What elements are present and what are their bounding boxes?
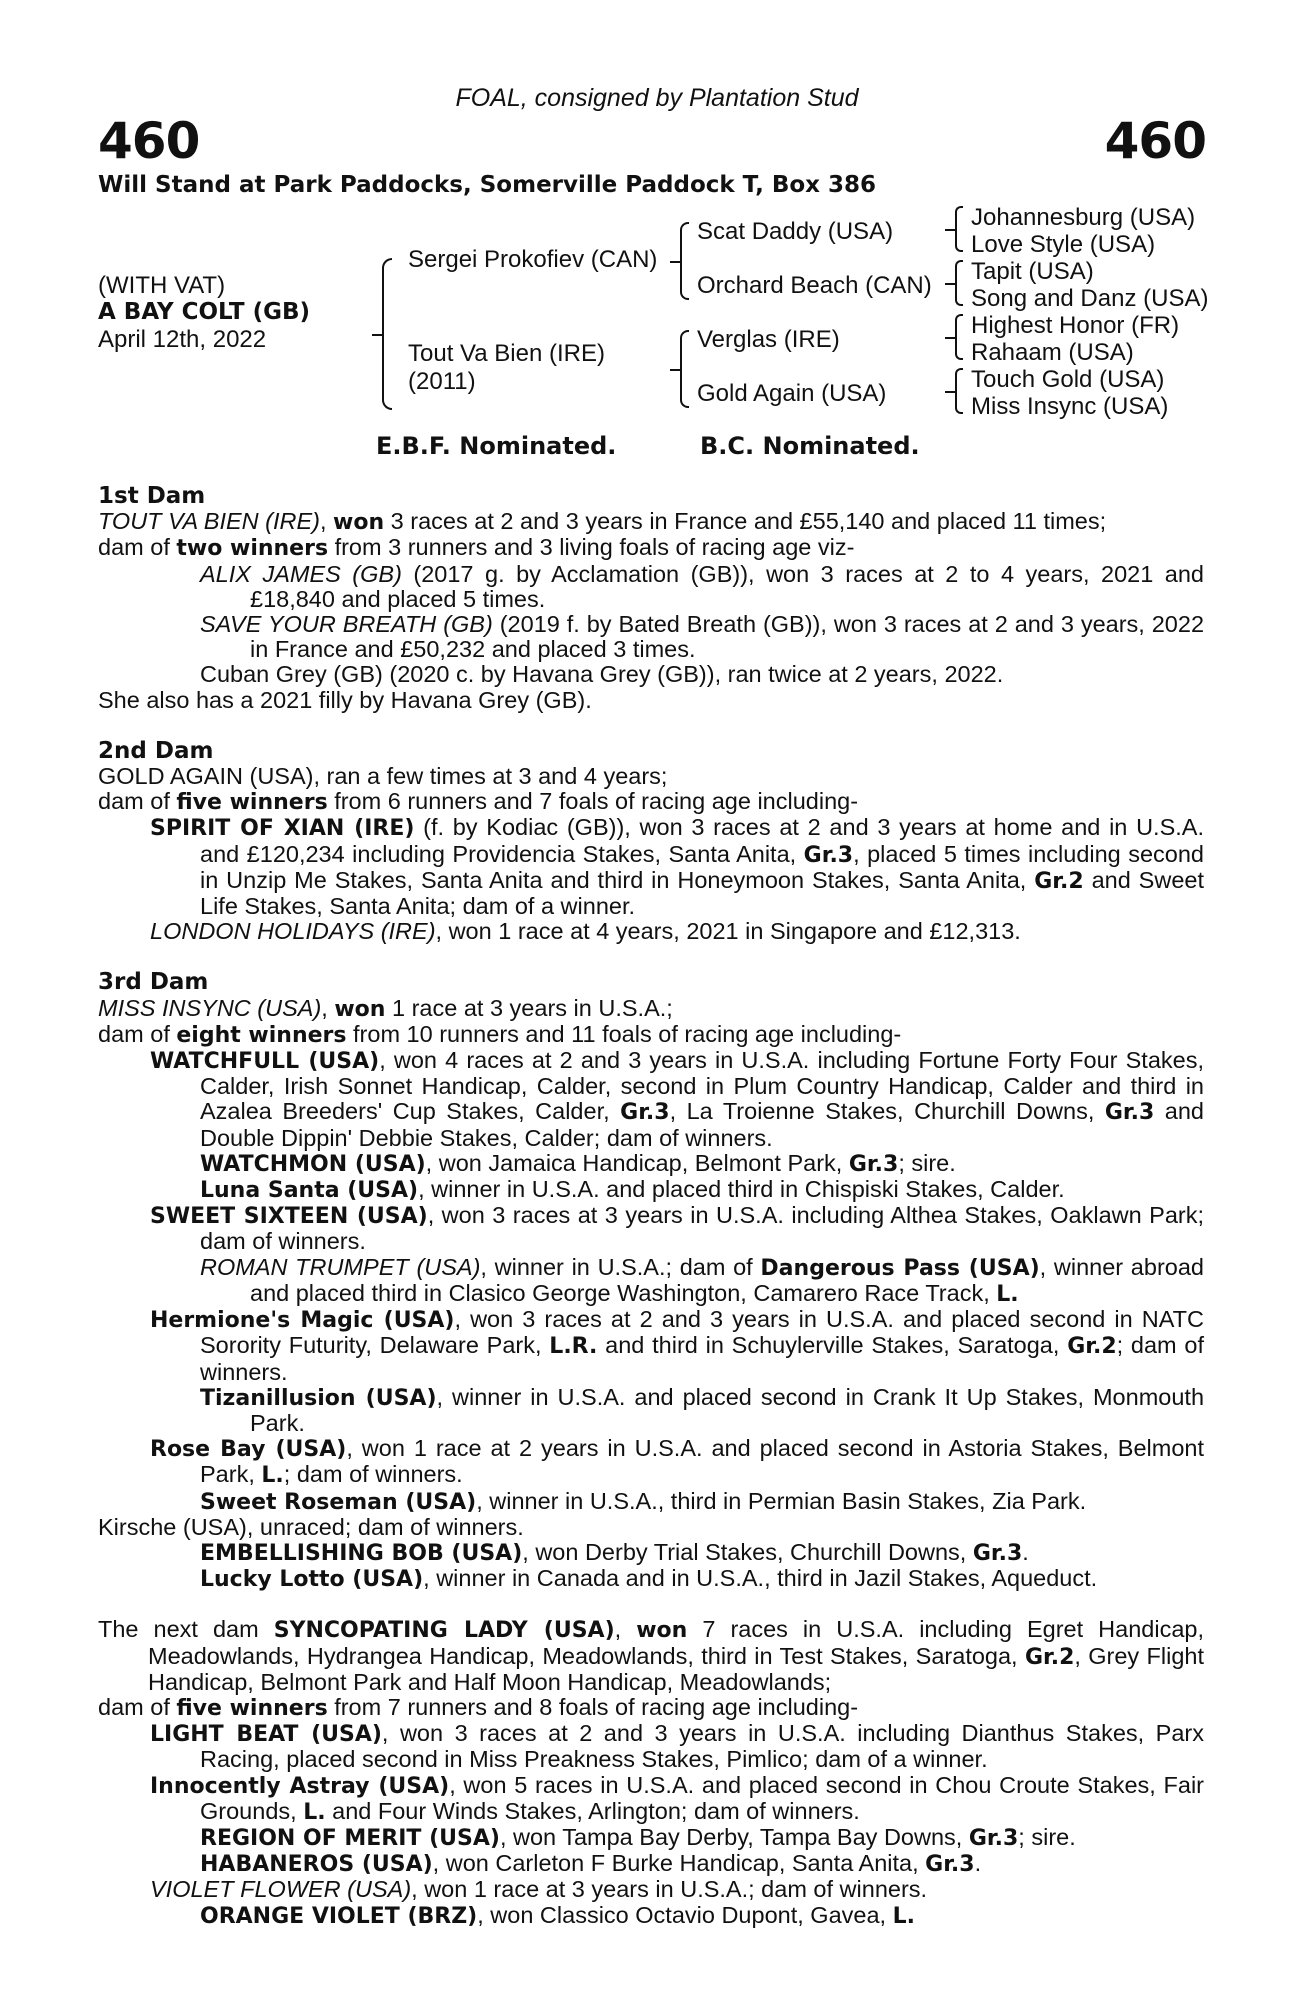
produce-record: , won Jamaica Handicap, Belmont Park, (425, 1149, 849, 1176)
produce-record: (2017 g. by Acclamation (GB)), won 3 races at 2 to 4 years, 2021 and £18,840 and placed 5 times. (250, 560, 1204, 612)
winners-count: eight winners (176, 1022, 347, 1048)
separator: , (321, 994, 335, 1021)
produce-record: (f. by Kodiac (GB)), won 3 races at 2 and 3 years at home and in U.S.A. and £120,234 including Providencia Stakes, Santa Anita, (200, 814, 1204, 867)
grade-label: Gr.2 (1067, 1334, 1117, 1360)
produce-record: ; dam of winners. (200, 1332, 1205, 1385)
produce-record: , won Derby Trial Stakes, Churchill Downs, (522, 1538, 973, 1565)
produce-record: , winner in U.S.A.; dam of (480, 1253, 761, 1280)
produce-record: and Double Dippin' Debbie Stakes, Calder; dam of winners. (200, 1098, 1204, 1151)
dam-record: , Grey Flight Handicap, Belmont Park and Half Moon Handicap, Meadowlands; (148, 1642, 1204, 1695)
produce-entry (98, 1773, 1204, 1825)
produce-name: ORANGE VIOLET (BRZ) (200, 1903, 478, 1929)
produce-record: ; dam of winners. (283, 1461, 463, 1488)
produce-record: , won 1 race at 3 years in U.S.A.; dam of winners. (411, 1876, 928, 1903)
section-heading: 1st Dam (98, 483, 206, 509)
produce-record: , won 3 races at 3 years in U.S.A. including Althea Stakes, Oaklawn Park; dam of winners. (200, 1202, 1204, 1255)
first-dam-section: 1st Dam TOUT VA BIEN (IRE), won 3 races at 2 and 3 years in France and £55,140 and placed 11 times; dam of two winners from 3 runners and 3 living foals of racing age viz- ALIX JAMES (GB) (2017 g. by Acclamation (GB)), won 3 races at 2 to 4 years, 2021 and £18,840 and placed 5 times. SAVE YOUR BREATH (GB) (2019 f. by Bated Breath (GB)), won 3 races at 2 and 3 years, 2022 in France and £50,232 and placed 3 times. Cuban Grey (GB) (2020 c. by Havana Grey (GB)), ran twice at 2 years, 2022. She also has a 2021 filly by Havana Grey (GB). (98, 483, 1205, 713)
winners-count: five winners (176, 790, 328, 816)
produce-record: , won 1 race at 4 years, 2021 in Singapore and £12,313. (435, 918, 1021, 945)
pedigree-ss-sire: Johannesburg (USA) (971, 204, 1196, 231)
grade-label: Gr.3 (803, 842, 854, 868)
pedigree-dam-sire: Verglas (IRE) (697, 326, 840, 353)
second-dam-section (98, 738, 1204, 945)
grade-label: Gr.3 (848, 1151, 899, 1177)
grade-label: Gr.2 (1024, 1644, 1075, 1670)
pedigree-brace-ss (955, 206, 963, 252)
produce-name: ROMAN TRUMPET (USA) (200, 1253, 481, 1280)
produce-name: Rose Bay (USA) (150, 1437, 347, 1463)
produce-name: Innocently Astray (USA) (150, 1773, 450, 1799)
dam-record: 3 races at 2 and 3 years in France and £55,140 and placed 11 times; (384, 508, 1107, 535)
pedigree-dam-dam: Gold Again (USA) (697, 380, 887, 407)
grandproduce-entry (98, 1825, 1204, 1851)
next-dam-section (98, 1617, 1204, 1928)
winners-count: five winners (176, 1695, 328, 1721)
produce-record: , won 4 races at 2 and 3 years in U.S.A. including Fortune Forty Four Stakes, Calder, Irish Sonnet Handicap, Calder, second in Plum Country Handicap, Calder and third in Azalea Breeders' Cup Stakes, Calder, (200, 1047, 1204, 1125)
produce-name: SAVE YOUR BREATH (GB) (200, 611, 493, 638)
produce-record: , placed 5 times including second in Unzip Me Stakes, Santa Anita and third in Honeymoon Stakes, Santa Anita, (200, 840, 1205, 893)
grade-label: Gr.3 (925, 1852, 975, 1878)
dam-name: TOUT VA BIEN (IRE) (98, 508, 320, 535)
produce-record: , won 3 races at 2 and 3 years in U.S.A. including Dianthus Stakes, Parx Racing, placed second in Miss Preakness Stakes, Pimlico; dam of a winner. (200, 1720, 1204, 1773)
produce-entry (98, 1877, 1204, 1902)
won-label: won (334, 996, 386, 1022)
produce-record: ; sire. (1018, 1823, 1076, 1850)
produce-record: , won 5 races in U.S.A. and placed second in Chou Croute Stakes, Fair Grounds, (200, 1771, 1204, 1824)
produce-name: Lucky Lotto (USA) (200, 1567, 424, 1593)
pedigree-brace-main (382, 258, 392, 410)
pedigree-brace-dd (955, 368, 963, 414)
dam-name: SYNCOPATING LADY (USA) (273, 1618, 615, 1644)
produce-name: VIOLET FLOWER (USA) (150, 1876, 412, 1903)
next-dam-record (98, 1617, 1204, 1695)
produce-name: SWEET SIXTEEN (USA) (150, 1204, 428, 1230)
grandproduce-entry (98, 1255, 1204, 1307)
vat-note: (WITH VAT) (98, 272, 226, 299)
produce-name: Hermione's Magic (USA) (150, 1308, 455, 1334)
produce-record: and Four Winds Stakes, Arlington; dam of winners. (325, 1797, 860, 1824)
produce-record: Cuban Grey (GB) (2020 c. by Havana Grey (GB)), ran twice at 2 years, 2022. (200, 661, 1004, 688)
pedigree-dam-year: (2011) (408, 368, 476, 395)
produce-record: , winner in U.S.A. and placed third in Chispiski Stakes, Calder. (418, 1176, 1065, 1203)
pedigree-sire-dam: Orchard Beach (CAN) (697, 272, 932, 299)
produce-name: EMBELLISHING BOB (USA) (200, 1540, 523, 1566)
consignor-line: FOAL, consigned by Plantation Stud (455, 84, 859, 112)
produce-record: , won Tampa Bay Derby, Tampa Bay Downs, (499, 1823, 969, 1850)
produce-name: REGION OF MERIT (USA) (200, 1825, 500, 1851)
produce-entry (98, 662, 1204, 687)
grade-label: L. (996, 1281, 1019, 1307)
grade-label: Gr.3 (968, 1825, 1019, 1851)
pedigree-sire-sire: Scat Daddy (USA) (697, 218, 894, 245)
production-text: from 6 runners and 7 foals of racing age including- (327, 788, 859, 815)
grade-label: Gr.3 (620, 1100, 670, 1126)
produce-entry (98, 1048, 1204, 1151)
produce-entry (98, 919, 1204, 944)
grade-label: Gr.3 (972, 1540, 1023, 1566)
dam-record: 7 races in U.S.A. including Egret Handicap, Meadowlands, Hydrangea Handicap, Meadowlands, third in Test Stakes, Saratoga, (148, 1616, 1204, 1669)
dam-note: She also has a 2021 filly by Havana Grey (GB). (98, 686, 592, 713)
won-label: won (636, 1618, 688, 1644)
third-dam-section (98, 969, 1204, 1592)
catalogue-body (98, 483, 1204, 1929)
produce-record: ; sire. (898, 1149, 956, 1176)
produce-record: , La Troienne Stakes, Churchill Downs, (669, 1098, 1105, 1125)
produce-name: SPIRIT OF XIAN (IRE) (150, 816, 415, 842)
pedigree-dd-sire: Touch Gold (USA) (971, 366, 1165, 393)
produce-record: , winner abroad and placed third in Clasico George Washington, Camarero Race Track, (250, 1253, 1204, 1306)
grandproduce-entry (98, 1489, 1204, 1515)
produce-record: . (1022, 1538, 1029, 1565)
dam-record: 1 race at 3 years in U.S.A.; (385, 994, 673, 1021)
won-label: won (333, 510, 385, 536)
grandproduce-entry (98, 1151, 1204, 1177)
production-text: from 7 runners and 8 foals of racing age including- (327, 1693, 859, 1720)
grandproduce-entry (98, 1177, 1204, 1203)
pedigree-brace-sd (955, 260, 963, 306)
pedigree-brace-sire (680, 222, 689, 300)
dam-record: GOLD AGAIN (USA), ran a few times at 3 and 4 years; (98, 763, 668, 790)
grade-label: L.R. (549, 1334, 598, 1360)
produce-name: Dangerous Pass (USA) (760, 1255, 1040, 1281)
produce-record: , winner in Canada and in U.S.A., third in Jazil Stakes, Aqueduct. (423, 1565, 1098, 1592)
pedigree-ds-sire: Highest Honor (FR) (971, 312, 1180, 339)
produce-name: WATCHMON (USA) (200, 1151, 426, 1177)
lot-number-left: 460 (98, 112, 200, 170)
dam-name: MISS INSYNC (USA) (98, 994, 322, 1021)
pedigree-sire: Sergei Prokofiev (CAN) (408, 246, 658, 273)
production-text: dam of (98, 1020, 177, 1047)
pedigree-ds-dam: Rahaam (USA) (971, 339, 1134, 366)
pedigree-dd-dam: Miss Insync (USA) (971, 393, 1169, 420)
produce-entry (98, 562, 1204, 612)
foaling-date: April 12th, 2022 (98, 326, 267, 353)
produce-entry: Kirsche (USA), unraced; dam of winners. (98, 1513, 524, 1540)
produce-record: , won Carleton F Burke Handicap, Santa Anita, (432, 1850, 926, 1877)
produce-entry (98, 1721, 1204, 1772)
grade-label: Gr.2 (1034, 868, 1084, 894)
separator: , (614, 1616, 637, 1643)
produce-entry (98, 1436, 1204, 1488)
produce-record: . (974, 1850, 982, 1877)
produce-name: Sweet Roseman (USA) (200, 1489, 477, 1515)
bc-nominated: B.C. Nominated. (700, 432, 920, 460)
produce-entry (98, 1307, 1204, 1385)
horse-description: A BAY COLT (GB) (98, 299, 311, 325)
produce-record: , winner in U.S.A., third in Permian Basin Stakes, Zia Park. (476, 1487, 1087, 1514)
produce-name: WATCHFULL (USA) (150, 1049, 380, 1075)
produce-record: (2019 f. by Bated Breath (GB)), won 3 races at 2 and 3 years, 2022 in France and £50,232 and placed 3 times. (250, 611, 1205, 663)
stand-location: Will Stand at Park Paddocks, Somerville Paddock T, Box 386 (98, 172, 877, 198)
pedigree-brace-dam (680, 330, 689, 408)
grade-label: Gr.3 (1104, 1100, 1155, 1126)
production-text: dam of (98, 1693, 177, 1720)
produce-record: , won 1 race at 2 years in U.S.A. and placed second in Astoria Stakes, Belmont Park, (200, 1435, 1205, 1488)
produce-name: HABANEROS (USA) (200, 1852, 433, 1878)
intro-text: The next dam (98, 1616, 274, 1643)
ebf-nominated: E.B.F. Nominated. (376, 432, 617, 460)
grandproduce-entry (98, 1540, 1204, 1566)
produce-record: , won Classico Octavio Dupont, Gavea, (477, 1901, 893, 1928)
pedigree-dam-name: Tout Va Bien (IRE) (408, 340, 605, 367)
produce-name: LONDON HOLIDAYS (IRE) (150, 918, 436, 945)
production-text: from 10 runners and 11 foals of racing age including- (346, 1020, 902, 1047)
produce-entry (98, 815, 1204, 919)
produce-name: Tizanillusion (USA) (200, 1385, 437, 1411)
produce-record: and Sweet Life Stakes, Santa Anita; dam of a winner. (200, 866, 1204, 920)
pedigree-sd-dam: Song and Danz (USA) (971, 285, 1209, 312)
produce-record: and third in Schuylerville Stakes, Saratoga, (597, 1332, 1068, 1359)
production-text: dam of (98, 534, 177, 561)
grandproduce-entry (98, 1385, 1204, 1436)
production-text: from 3 runners and 3 living foals of racing age viz- (328, 534, 855, 561)
grade-label: L. (303, 1799, 326, 1825)
produce-name: ALIX JAMES (GB) (200, 560, 402, 587)
grade-label: L. (261, 1463, 284, 1489)
pedigree-brace-ds (955, 314, 963, 360)
produce-record: , won 3 races at 2 and 3 years in U.S.A. and placed second in NATC Sorority Futurity, Delaware Park, (200, 1306, 1204, 1359)
grandproduce-entry (98, 1851, 1204, 1877)
winners-count: two winners (176, 536, 329, 562)
pedigree-sd-sire: Tapit (USA) (971, 258, 1094, 285)
production-text: dam of (98, 788, 177, 815)
produce-name: Luna Santa (USA) (200, 1178, 419, 1204)
section-heading: 3rd Dam (98, 969, 209, 996)
grade-label: L. (892, 1903, 915, 1929)
produce-entry (98, 612, 1204, 662)
lot-number-right: 460 (1104, 112, 1206, 170)
section-heading: 2nd Dam (98, 737, 214, 764)
produce-entry (98, 1203, 1204, 1254)
produce-name: LIGHT BEAT (USA) (150, 1722, 382, 1748)
grandproduce-entry (98, 1903, 1204, 1929)
produce-record: , winner in U.S.A. and placed second in Crank It Up Stakes, Monmouth Park. (250, 1383, 1205, 1436)
grandproduce-entry (98, 1566, 1204, 1592)
pedigree-ss-dam: Love Style (USA) (971, 231, 1156, 258)
